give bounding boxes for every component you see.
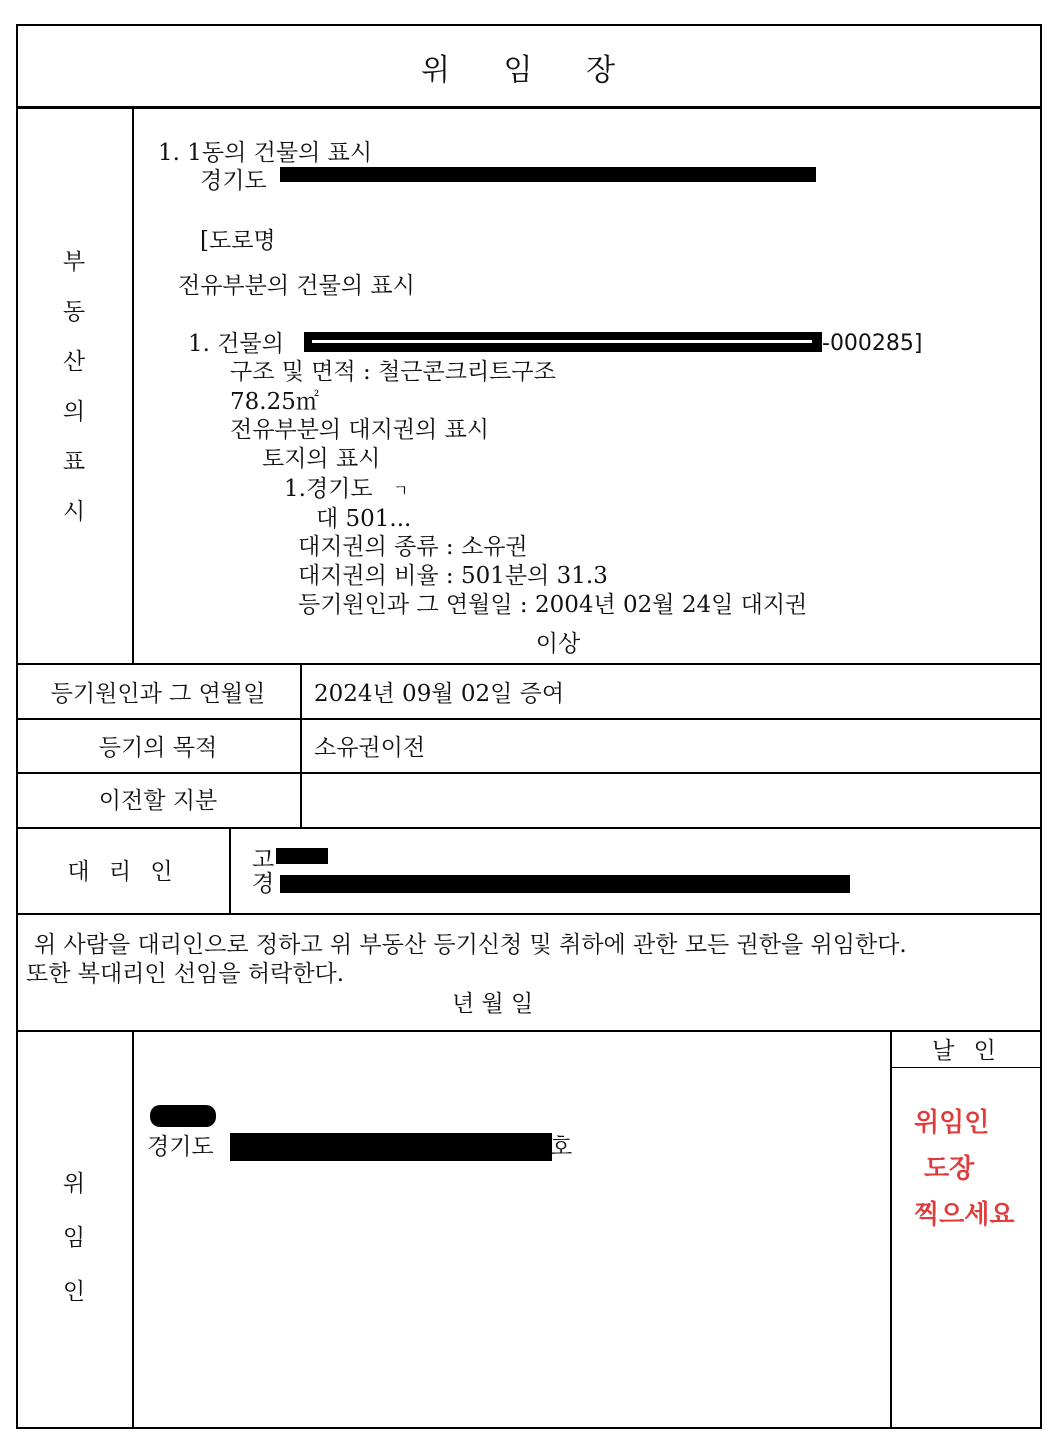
cause-value: 2024년 09월 02일 증여 — [314, 681, 565, 707]
purpose-label: 등기의 목적 — [98, 735, 218, 761]
land-address-partial: ㄱ — [393, 481, 409, 500]
divider — [16, 772, 1042, 774]
redaction-gap — [312, 340, 812, 343]
redaction-bar — [280, 875, 850, 893]
unit-label: 1. 건물의 — [188, 331, 284, 357]
side-char: 산 — [62, 349, 86, 375]
seal-instruction: 도장 — [924, 1153, 975, 1183]
side-char: 시 — [62, 499, 86, 525]
divider — [891, 1067, 1042, 1068]
end-mark: 이상 — [535, 631, 581, 657]
seal-header: 날 인 — [932, 1038, 1002, 1064]
property-side-label — [16, 248, 132, 548]
divider — [16, 106, 1042, 109]
agent-address-prefix: 경 — [252, 871, 275, 897]
sub-agent-statement: 또한 복대리인 선임을 허락한다. — [26, 961, 345, 987]
redaction-bar — [280, 167, 816, 182]
side-char: 인 — [62, 1279, 86, 1305]
side-char: 표 — [62, 449, 86, 475]
delegator-address-suffix: 호 — [550, 1134, 573, 1160]
divider — [300, 664, 302, 828]
divider — [16, 1030, 1042, 1032]
divider — [16, 663, 1042, 665]
building-address-prefix: 경기도 — [200, 168, 267, 194]
exclusive-part-heading: 전유부분의 건물의 표시 — [178, 273, 415, 299]
right-kind: 대지권의 종류 : 소유권 — [298, 534, 528, 560]
divider — [132, 107, 134, 664]
land-right-heading: 전유부분의 대지권의 표시 — [230, 417, 490, 443]
side-char: 의 — [62, 399, 86, 425]
side-char: 위 — [62, 1171, 86, 1197]
document-frame — [16, 24, 1042, 1429]
side-char: 동 — [62, 299, 86, 325]
redaction-bar — [150, 1105, 216, 1127]
divider — [16, 827, 1042, 829]
structure-line: 구조 및 면적 : 철근콘크리트구조 — [230, 359, 556, 385]
delegator-address-prefix: 경기도 — [147, 1134, 214, 1160]
divider — [890, 1031, 892, 1429]
divider — [16, 913, 1042, 915]
right-ratio: 대지권의 비율 : 501분의 31.3 — [298, 563, 608, 589]
side-char: 부 — [62, 249, 86, 275]
unit-number-suffix: -000285] — [822, 331, 923, 356]
agent-label: 대 리 인 — [67, 859, 179, 885]
purpose-value: 소유권이전 — [314, 735, 426, 761]
land-type: 대 501... — [316, 506, 412, 532]
seal-instruction: 찍으세요 — [914, 1199, 1015, 1229]
divider — [229, 828, 231, 914]
right-cause: 등기원인과 그 연월일 : 2004년 02월 24일 대지권 — [298, 592, 808, 618]
agent-name-prefix: 고 — [252, 847, 275, 873]
delegator-side-label — [16, 1170, 132, 1332]
cause-label: 등기원인과 그 연월일 — [50, 681, 266, 707]
building-heading: 1. 1동의 건물의 표시 — [158, 140, 373, 166]
divider — [132, 1031, 134, 1429]
land-heading: 토지의 표시 — [262, 446, 381, 472]
road-name-label: [도로명 — [200, 228, 276, 254]
redaction-bar — [230, 1133, 552, 1161]
divider — [16, 718, 1042, 720]
date-line: 년 월 일 — [452, 991, 534, 1017]
seal-instruction: 위임인 — [914, 1107, 990, 1137]
redaction-bar — [276, 848, 328, 864]
land-address: 1.경기도 — [284, 476, 373, 502]
side-char: 임 — [62, 1225, 86, 1251]
area-value: 78.25㎡ — [230, 389, 319, 415]
delegation-statement: 위 사람을 대리인으로 정하고 위 부동산 등기신청 및 취하에 관한 모든 권한을 위임한다. — [34, 932, 907, 958]
document-title: 위 임 장 — [420, 53, 637, 88]
share-label: 이전할 지분 — [98, 788, 218, 814]
